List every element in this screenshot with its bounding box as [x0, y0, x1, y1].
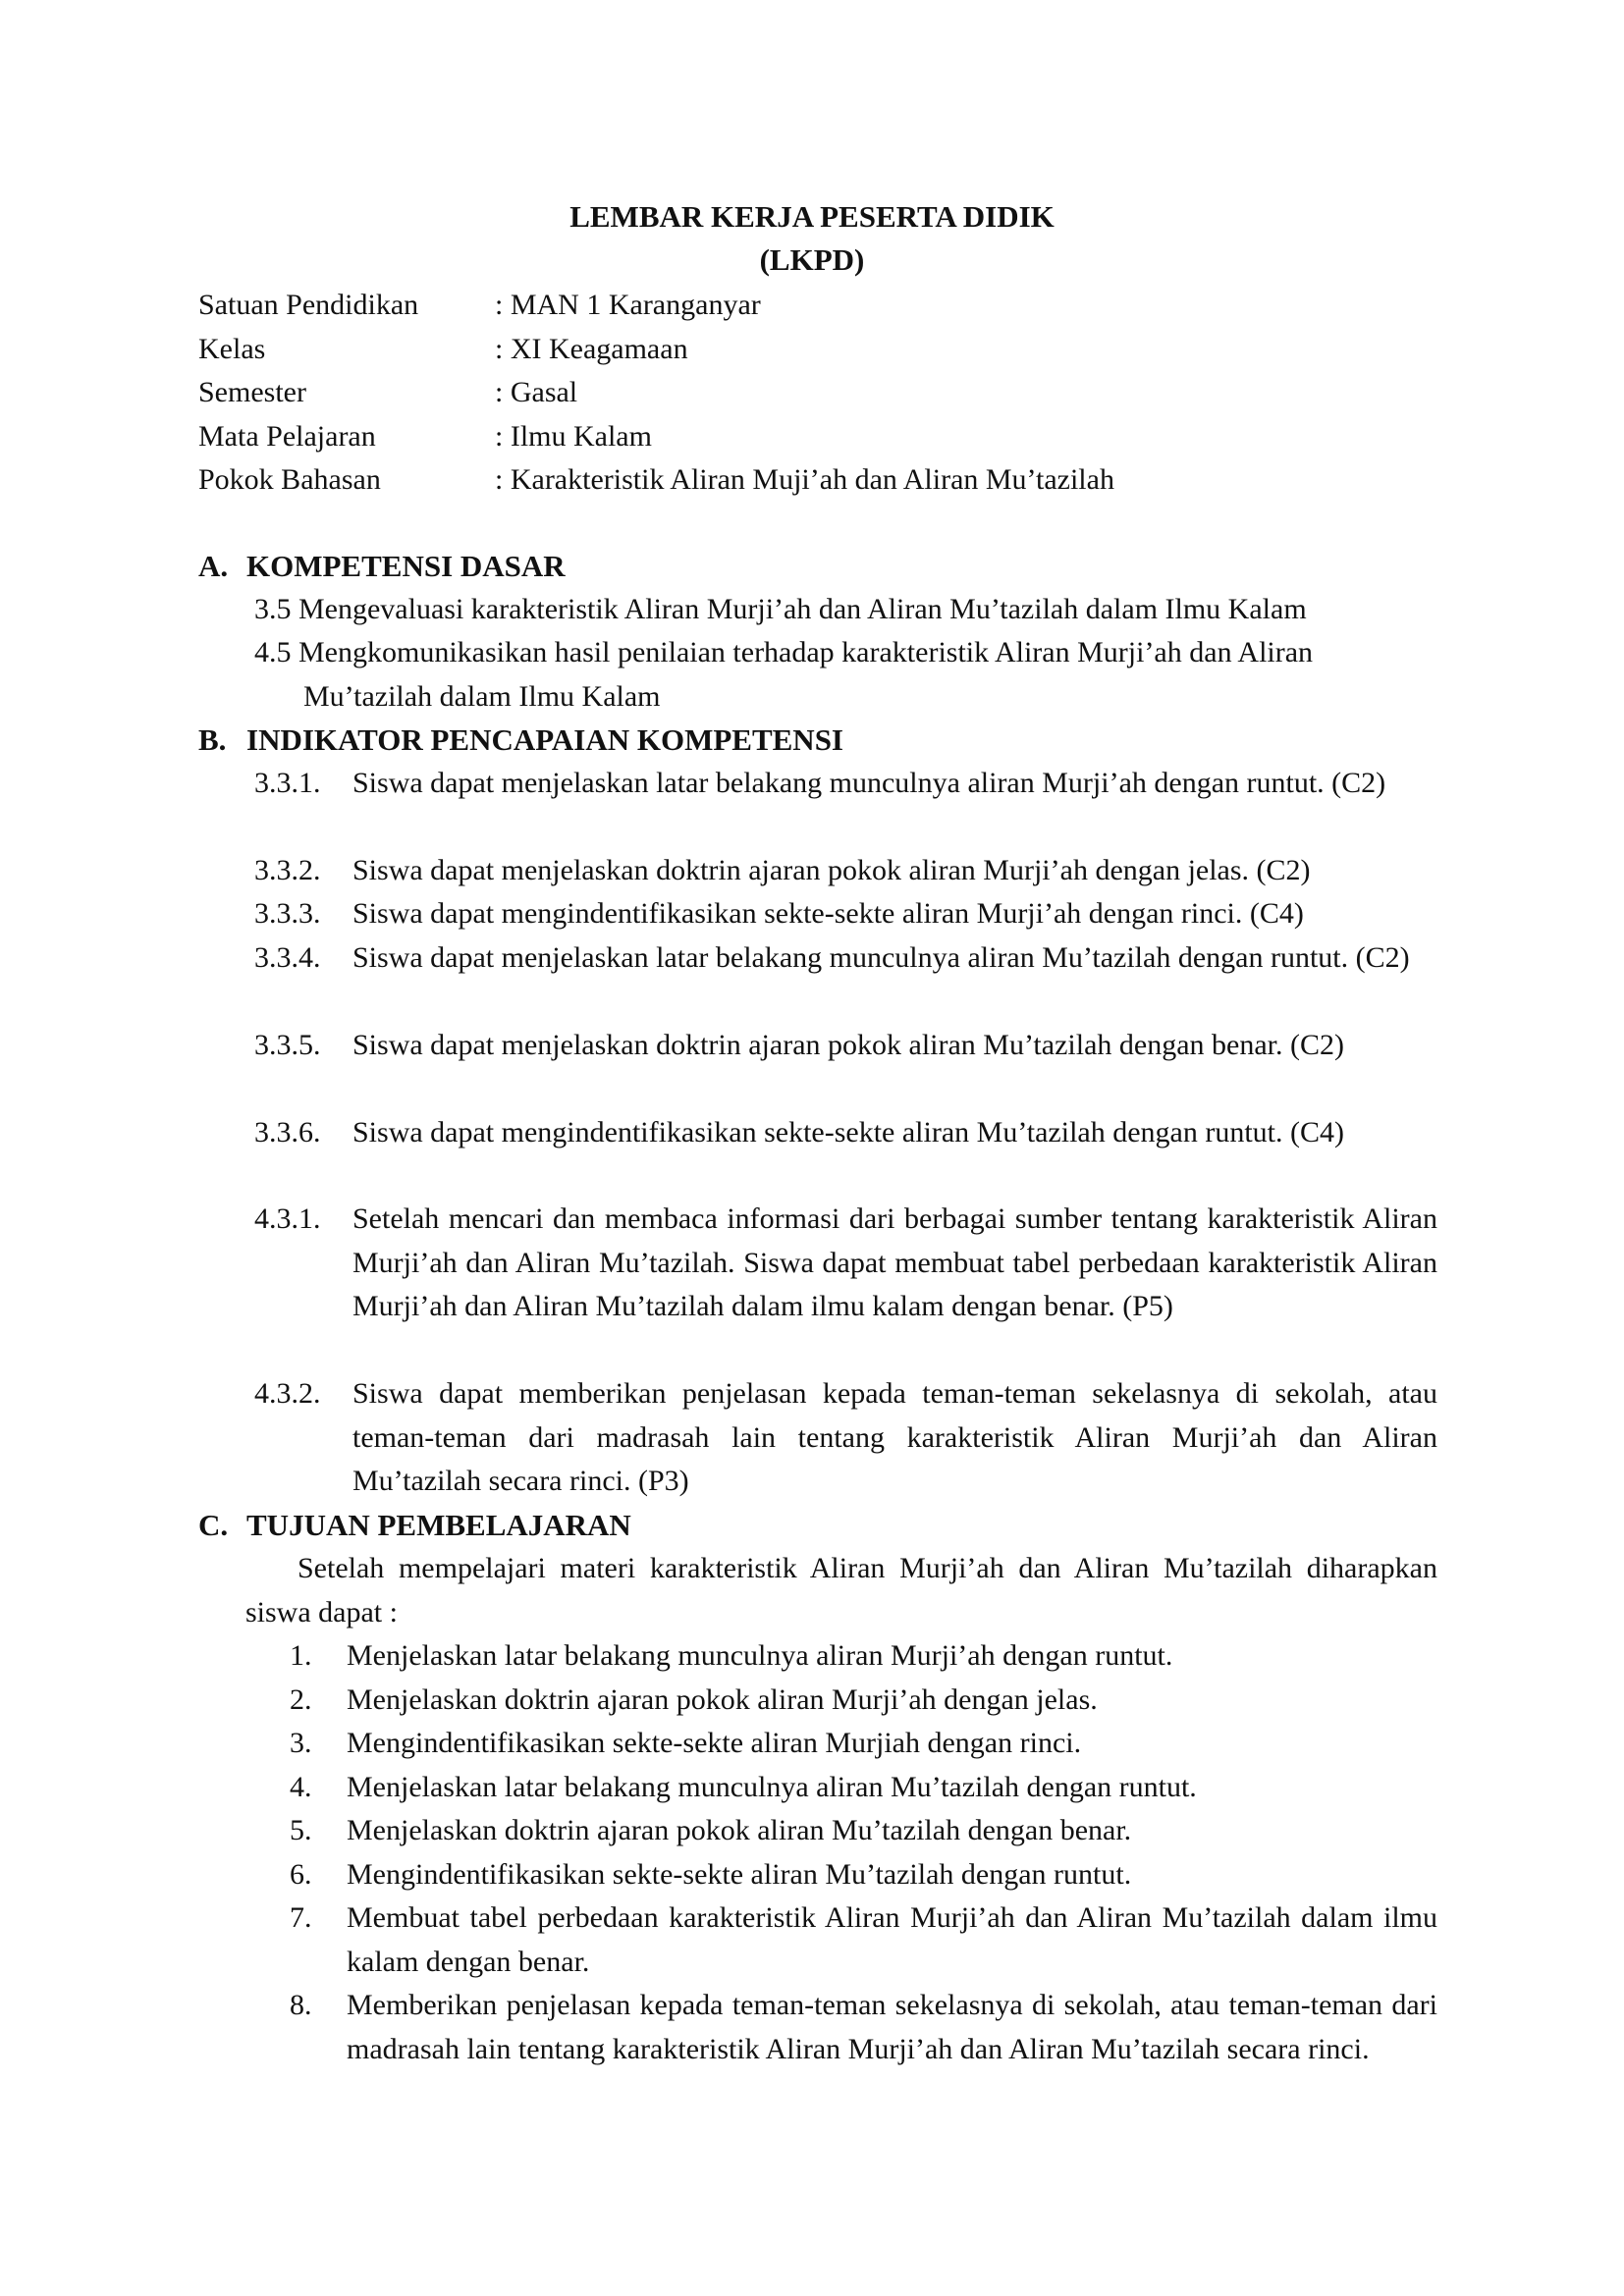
identity-label: Satuan Pendidikan [198, 289, 419, 321]
objective-item [290, 1679, 1437, 1723]
objective-number: 4. [290, 1771, 312, 1803]
identity-value: : MAN 1 Karanganyar [495, 289, 761, 321]
indicator-item [254, 1111, 1413, 1155]
competency-line: 4.5 Mengkomunikasikan hasil penilaian terhadap karakteristik Aliran Murji’ah dan Aliran [254, 636, 1314, 668]
objective-number: 8. [290, 1989, 312, 2021]
indicator-number: 3.3.3. [254, 897, 321, 930]
identity-row [198, 371, 1114, 415]
indicator-text: Siswa dapat menjelaskan doktrin ajaran pokok aliran Mu’tazilah dengan benar. (C2) [352, 1029, 1344, 1061]
objective-text: Memberikan penjelasan kepada teman-teman sekelasnya di sekolah, atau teman-teman dari madrasah lain tentang karakteristik Aliran Murji’ah dan Aliran Mu’tazilah secara rinci. [347, 1989, 1437, 2065]
identity-label: Kelas [198, 332, 266, 365]
objective-item [290, 1634, 1437, 1679]
section-letter: A. [198, 549, 229, 583]
indicator-number: 3.3.1. [254, 767, 321, 799]
section-letter: C. [198, 1508, 229, 1542]
objective-item [290, 1984, 1437, 2071]
objective-number: 6. [290, 1858, 312, 1891]
indicator-text: Siswa dapat memberikan penjelasan kepada teman-teman sekelasnya di sekolah, atau teman-teman dari madrasah lain tentang karakteristik Aliran Murji’ah dan Aliran Mu’tazilah secara rinci. (P3) [352, 1377, 1437, 1497]
identity-value: : Karakteristik Aliran Muji’ah dan Aliran Mu’tazilah [495, 463, 1114, 496]
section-b-heading [198, 719, 843, 762]
objective-number: 5. [290, 1814, 312, 1846]
indicator-text: Siswa dapat menjelaskan doktrin ajaran pokok aliran Murji’ah dengan jelas. (C2) [352, 854, 1311, 886]
identity-value: : Gasal [495, 376, 578, 408]
indicator-item [254, 1198, 1437, 1329]
indicator-text: Siswa dapat menjelaskan latar belakang munculnya aliran Mu’tazilah dengan runtut. (C2) [352, 941, 1410, 974]
indicator-item [254, 936, 1413, 981]
objective-item [290, 1809, 1437, 1853]
indicator-number: 3.3.4. [254, 941, 321, 974]
indicator-text: Siswa dapat menjelaskan latar belakang munculnya aliran Murji’ah dengan runtut. (C2) [352, 767, 1386, 799]
section-title: KOMPETENSI DASAR [246, 549, 566, 583]
identity-table [198, 284, 1114, 503]
objective-item [290, 1722, 1437, 1766]
identity-label: Mata Pelajaran [198, 419, 376, 453]
section-title: TUJUAN PEMBELAJARAN [246, 1508, 631, 1542]
objective-number: 1. [290, 1639, 312, 1672]
identity-row [198, 328, 1114, 372]
indicator-number: 3.3.6. [254, 1116, 321, 1148]
objective-number: 3. [290, 1727, 312, 1759]
document-title: LEMBAR KERJA PESERTA DIDIK [569, 199, 1055, 234]
section-letter: B. [198, 722, 227, 757]
identity-label: Pokok Bahasan [198, 463, 381, 496]
identity-value: : Ilmu Kalam [495, 419, 652, 453]
objective-text: Menjelaskan doktrin ajaran pokok aliran Murji’ah dengan jelas. [347, 1683, 1098, 1716]
competency-line: Mu’tazilah dalam Ilmu Kalam [303, 679, 661, 713]
indicator-item [254, 1024, 1413, 1068]
indicator-item [254, 849, 1437, 893]
indicator-number: 3.3.5. [254, 1029, 321, 1061]
indicator-item [254, 1372, 1437, 1504]
indicator-number: 4.3.1. [254, 1202, 321, 1235]
objective-text: Menjelaskan latar belakang munculnya aliran Mu’tazilah dengan runtut. [347, 1771, 1197, 1803]
objective-text: Mengindentifikasikan sekte-sekte aliran Mu’tazilah dengan runtut. [347, 1858, 1132, 1891]
competency-item: 3.5 Mengevaluasi karakteristik Aliran Murji’ah dan Aliran Mu’tazilah dalam Ilmu Kalam [254, 593, 1307, 625]
objective-text: Mengindentifikasikan sekte-sekte aliran Murjiah dengan rinci. [347, 1727, 1082, 1759]
indicator-text: Siswa dapat mengindentifikasikan sekte-sekte aliran Murji’ah dengan rinci. (C4) [352, 897, 1304, 930]
indicator-number: 3.3.2. [254, 854, 321, 886]
objective-text: Menjelaskan doktrin ajaran pokok aliran Mu’tazilah dengan benar. [347, 1814, 1132, 1846]
indicator-item [254, 762, 1413, 806]
identity-row [198, 415, 1114, 459]
identity-value: : XI Keagamaan [495, 332, 688, 365]
indicator-text: Siswa dapat mengindentifikasikan sekte-sekte aliran Mu’tazilah dengan runtut. (C4) [352, 1116, 1344, 1148]
section-title: INDIKATOR PENCAPAIAN KOMPETENSI [246, 722, 843, 757]
objective-item [290, 1896, 1437, 1984]
competency-item [254, 631, 1437, 719]
objective-text: Membuat tabel perbedaan karakteristik Aliran Murji’ah dan Aliran Mu’tazilah dalam ilmu kalam dengan benar. [347, 1901, 1437, 1978]
section-a-heading [198, 545, 566, 588]
indicator-text: Setelah mencari dan membaca informasi dari berbagai sumber tentang karakteristik Aliran Murji’ah dan Aliran Mu’tazilah. Siswa dapat membuat tabel perbedaan karakteristik Aliran Murji’ah dan Aliran Mu’tazilah dalam ilmu kalam dengan benar. (P5) [352, 1202, 1437, 1322]
indicator-item [254, 892, 1437, 936]
objective-number: 7. [290, 1901, 312, 1934]
objective-item [290, 1853, 1437, 1897]
objectives-intro: Setelah mempelajari materi karakteristik Aliran Murji’ah dan Aliran Mu’tazilah diharapkan siswa dapat : [245, 1552, 1437, 1629]
objective-item [290, 1766, 1437, 1810]
identity-row [198, 284, 1114, 328]
objective-number: 2. [290, 1683, 312, 1716]
objective-text: Menjelaskan latar belakang munculnya aliran Murji’ah dengan runtut. [347, 1639, 1173, 1672]
section-c-heading [198, 1504, 631, 1547]
document-subtitle: (LKPD) [759, 242, 865, 277]
indicator-number: 4.3.2. [254, 1377, 321, 1410]
identity-label: Semester [198, 376, 306, 408]
identity-row [198, 458, 1114, 503]
